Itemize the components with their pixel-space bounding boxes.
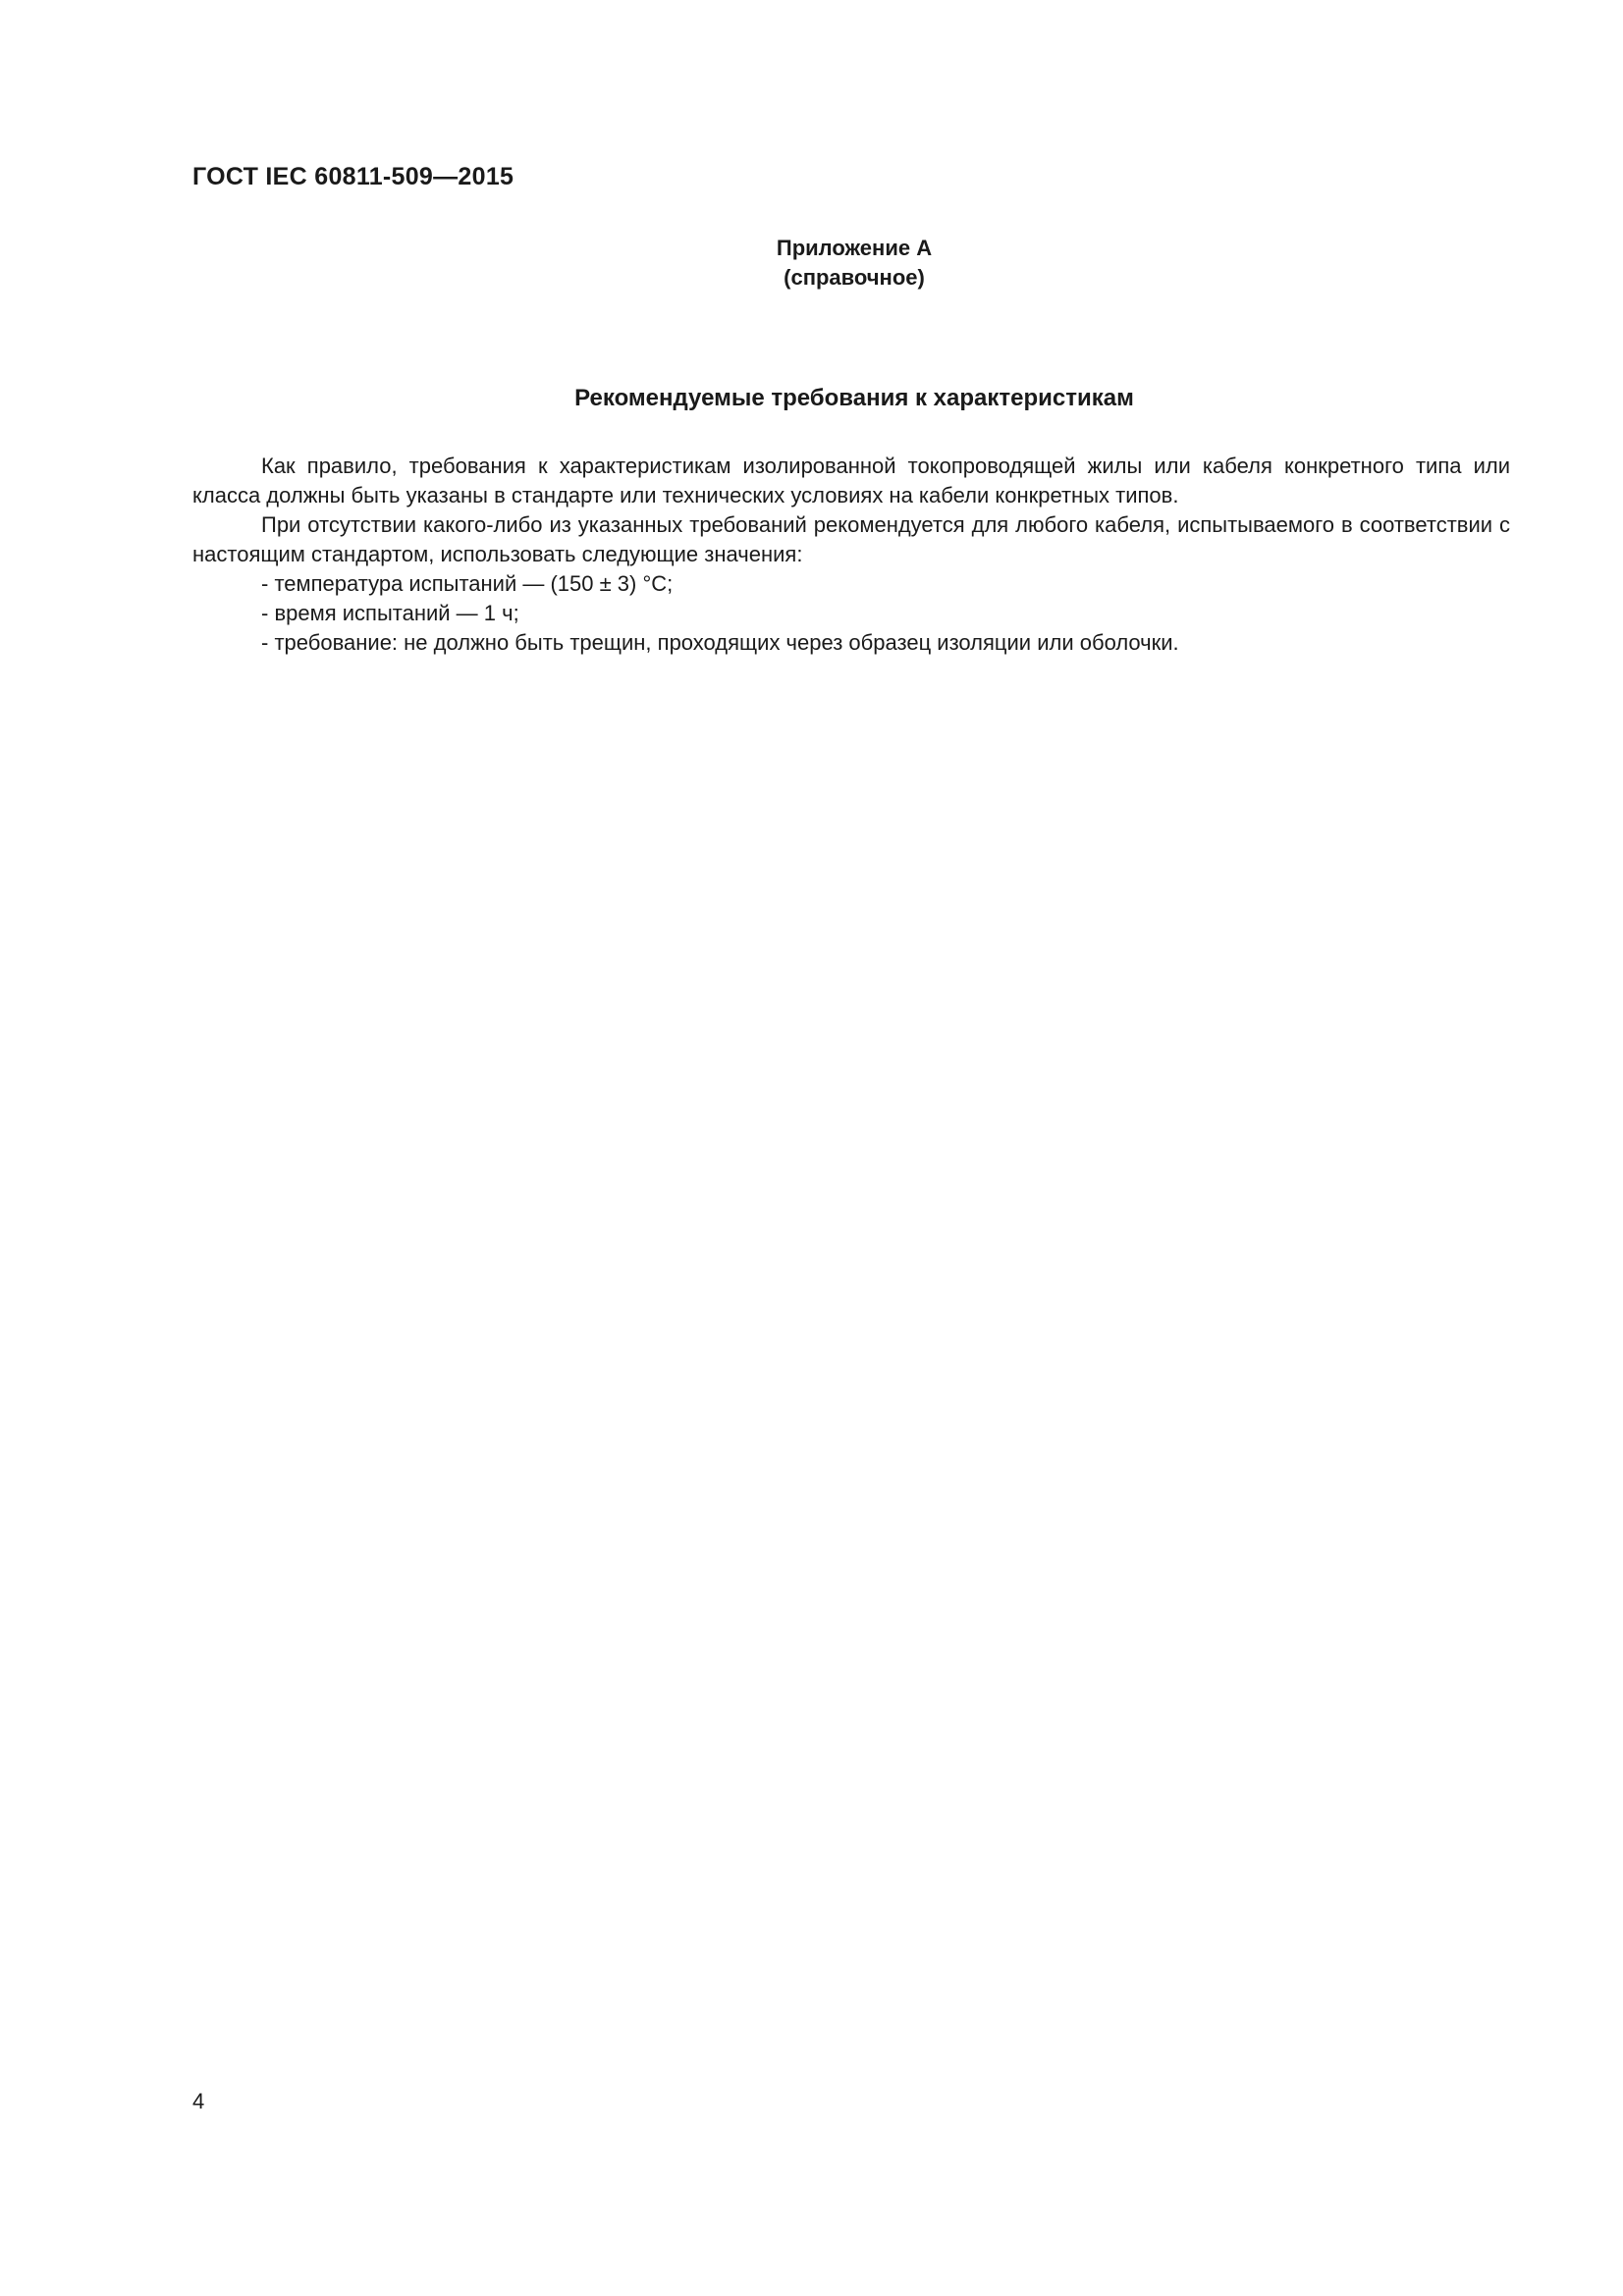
appendix-title: Приложение А	[776, 236, 933, 260]
section-title: Рекомендуемые требования к характеристикам	[574, 385, 1134, 411]
appendix-heading	[648, 234, 1060, 293]
paragraph-1: Как правило, требования к характеристикам изолированной токопроводящей жилы или кабеля конкретного типа или класса должны быть указаны в стандарте или технических условиях на кабели конкретных типов.	[192, 454, 1510, 507]
document-code-header: ГОСТ IEC 60811-509—2015	[192, 163, 514, 190]
list-item-requirement: - требование: не должно быть трещин, проходящих через образец изоляции или оболочки.	[261, 630, 1179, 655]
paragraph-2: При отсутствии какого-либо из указанных требований рекомендуется для любого кабеля, испытываемого в соответствии с настоящим стандартом, использовать следующие значения:	[192, 512, 1510, 566]
page-number: 4	[192, 2089, 205, 2113]
appendix-subtitle: (справочное)	[784, 265, 925, 290]
body-text	[192, 452, 1510, 658]
list-item-time: - время испытаний — 1 ч;	[261, 601, 519, 625]
list-item-temperature: - температура испытаний — (150 ± 3) °С;	[261, 571, 674, 596]
